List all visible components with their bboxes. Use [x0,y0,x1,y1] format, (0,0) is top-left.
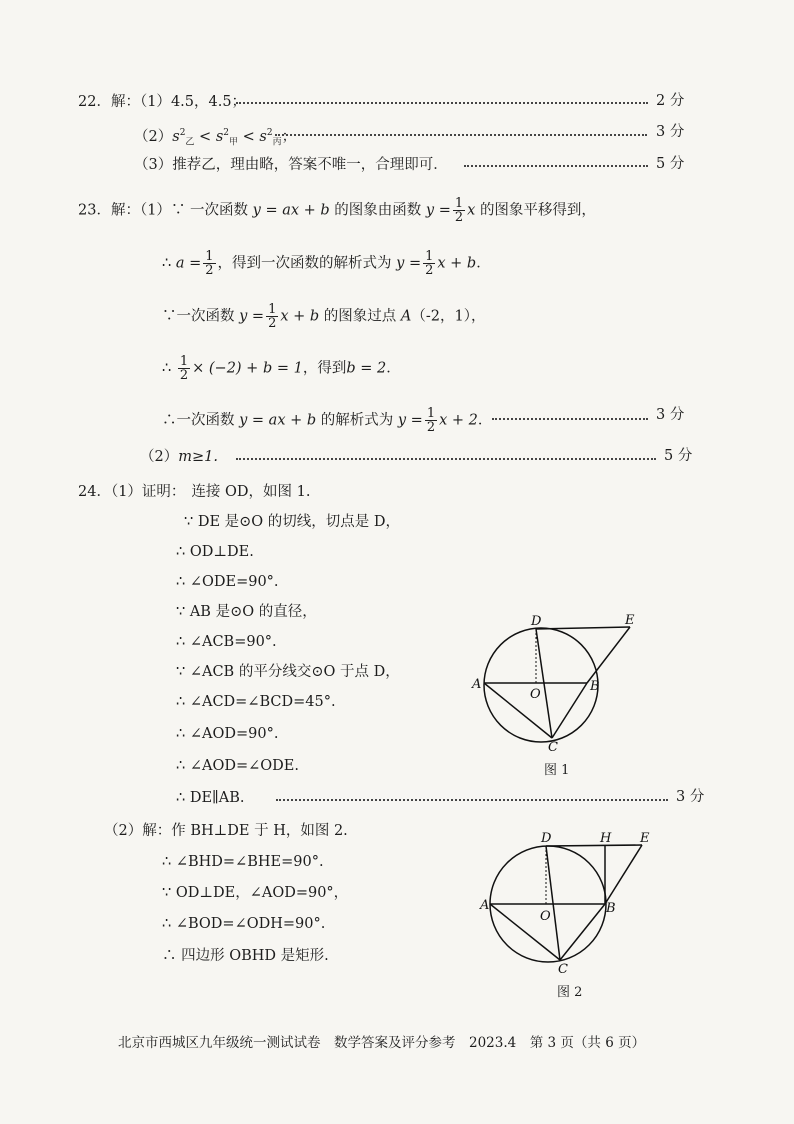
label-e: E [625,613,635,628]
point-label: A [400,308,412,325]
less-than-sign: < [199,128,212,145]
formula: y = ax + b [252,202,330,219]
q24-solution-step: ∵ OD⊥DE，∠AOD=90°， [162,885,349,901]
formula: y = [397,412,423,429]
label-e: E [640,831,650,846]
q22-part2-tag: （2） [134,128,173,145]
page-footer: 北京市西城区九年级统一测试试卷 数学答案及评分参考 2023.4 第 3 页（共 6 页） [118,1035,646,1051]
formula: y = [239,308,265,325]
text: ． [477,412,493,429]
label-a: A [472,677,482,692]
q23-line-1 [78,197,596,224]
q24-proof-step: ∴ ∠AOD=90°. [176,726,279,742]
fraction-one-half: $\frac{1}{2}$ [179,354,189,383]
line-eb [605,845,642,904]
q24-proof-step: ∴ ∠AOD=∠ODE. [176,758,299,774]
chord-bc [552,683,587,738]
fraction-one-half: $\frac{1}{2}$ [425,249,434,278]
label-a: A [480,898,490,913]
q22-part3-tag: （3） [134,157,173,173]
variance-sub-jia: 甲 [229,137,239,148]
less-than-sign: < [242,128,255,145]
therefore-sign: ∴ [162,255,172,272]
text: ，得到 [302,360,347,377]
q22-part3-answer: 推荐乙，理由略，答案不唯一，合理即可． [172,157,448,173]
label-b: B [606,901,616,916]
q24-solution-step: ∴ ∠BOD=∠ODH=90°. [162,916,326,932]
proof-step: 连接 OD，如图 1. [191,484,311,500]
chord-dc [546,846,560,960]
text: ，得到一次函数的解析式为 [217,255,392,272]
figure-1-caption: 图 1 [544,763,570,778]
text: ∵ 一次函数 [170,202,249,219]
formula: y = [396,255,422,272]
q23-line-3 [162,303,485,330]
formula: a = [175,255,202,272]
q24-proof-step: ∴ OD⊥DE. [176,544,254,560]
q22-line-1 [78,93,246,111]
q23-line-2 [162,250,491,277]
q22-part3-score: 5 分 [656,156,685,172]
text: 的图象由函数 [334,202,422,219]
formula: b = 2 [346,360,387,377]
therefore-sign: ∴ [162,360,172,377]
leader-dots [236,458,656,460]
formula: × (−2) + b = 1 [192,360,303,377]
figure-1-diagram [470,612,650,752]
q24-solution-step: ∴ ∠BHD=∠BHE=90°. [162,854,324,870]
q24-proof-step: ∵ ∠ACB 的平分线交⊙O 于点 D， [176,664,400,680]
formula: x + 2 [439,412,478,429]
label-o: O [540,909,551,924]
leader-dots [492,418,648,420]
q23-label: 23．解： [78,202,140,219]
text: ∵一次函数 [162,308,235,325]
formula: x + b [280,308,320,325]
label-b: B [590,679,600,694]
q22-part1-score: 2 分 [656,93,685,109]
q23-line-5 [162,407,492,434]
line-de [536,627,630,629]
text: ． [476,255,491,272]
q22-line-3 [134,156,448,174]
text: ∴一次函数 [162,412,235,429]
line-de [546,845,642,846]
fraction-one-half: $\frac{1}{2}$ [426,406,436,435]
q24-proof-step: ∵ AB 是⊙O 的直径， [176,604,317,620]
q22-line-2: $(2)s^2_乙 < s^2_甲 < s^2_丙$； [134,128,297,148]
label-c: C [548,740,558,752]
variance-symbol: s [172,128,180,145]
formula: y = ax + b [239,412,317,429]
label-d: D [531,614,542,629]
leader-dots [276,799,668,801]
leader-dots [464,165,648,167]
label-o: O [530,687,541,702]
fraction-one-half: $\frac{1}{2}$ [268,302,277,331]
label-h: H [600,831,612,846]
q23-line-4 [162,355,401,382]
text: ． [386,360,401,377]
fraction-one-half: $\frac{1}{2}$ [205,249,214,278]
formula: x + b [437,255,477,272]
q24-part2-heading: （2）解：作 BH⊥DE 于 H，如图 2. [104,823,348,839]
formula: x [467,202,476,219]
text: 的解析式为 [320,412,394,429]
q22-part1-tag: （1） [139,94,171,110]
q23-line-6 [140,448,218,466]
formula: y = [425,202,451,219]
q23-part2-answer: m≥1. [178,449,218,465]
label-d: D [541,831,552,846]
q23-part1-tag: （1） [139,202,171,219]
q23-part2-score: 5 分 [664,448,693,464]
figure-2-diagram [478,830,658,978]
circle-o [484,628,598,742]
q24-proof-step: ∴ DE∥AB. [176,790,245,806]
q22-label: 22．解： [78,94,140,110]
q24-proof-step: ∴ ∠ODE=90°. [176,574,279,590]
q22-part2-score: 3 分 [656,124,685,140]
q24-proof-step: ∴ ∠ACD=∠BCD=45°. [176,694,336,710]
q24-part1-score: 3 分 [676,789,705,805]
q23-part1-score: 3 分 [656,407,685,423]
variance-sub-bing: 丙 [272,137,282,148]
q24-proof-step: ∴ ∠ACB=90°. [176,634,277,650]
q24-solution-step: ∴ 四边形 OBHD 是矩形. [162,948,329,964]
q24-label: 24．（1）证明： [78,484,186,500]
figure-2-caption: 图 2 [557,985,583,1000]
text: 的图象平移得到， [479,202,596,219]
line-eb [587,627,630,683]
leader-dots [236,102,648,104]
q23-part2-tag: （2） [140,449,179,465]
q24-proof-step: ∵ DE 是⊙O 的切线，切点是 D， [184,514,401,530]
variance-sub-yi: 乙 [185,137,195,148]
label-c: C [558,962,568,977]
text: 的图象过点 [323,308,397,325]
text: （-2，1）， [411,308,486,325]
fraction-one-half: $\frac{1}{2}$ [454,196,464,225]
q22-part1-answer: 4.5，4.5； [170,94,247,110]
leader-dots [275,134,647,136]
punctuation: ； [281,128,297,145]
q24-line-0 [78,483,311,501]
chord-ac [484,683,552,738]
